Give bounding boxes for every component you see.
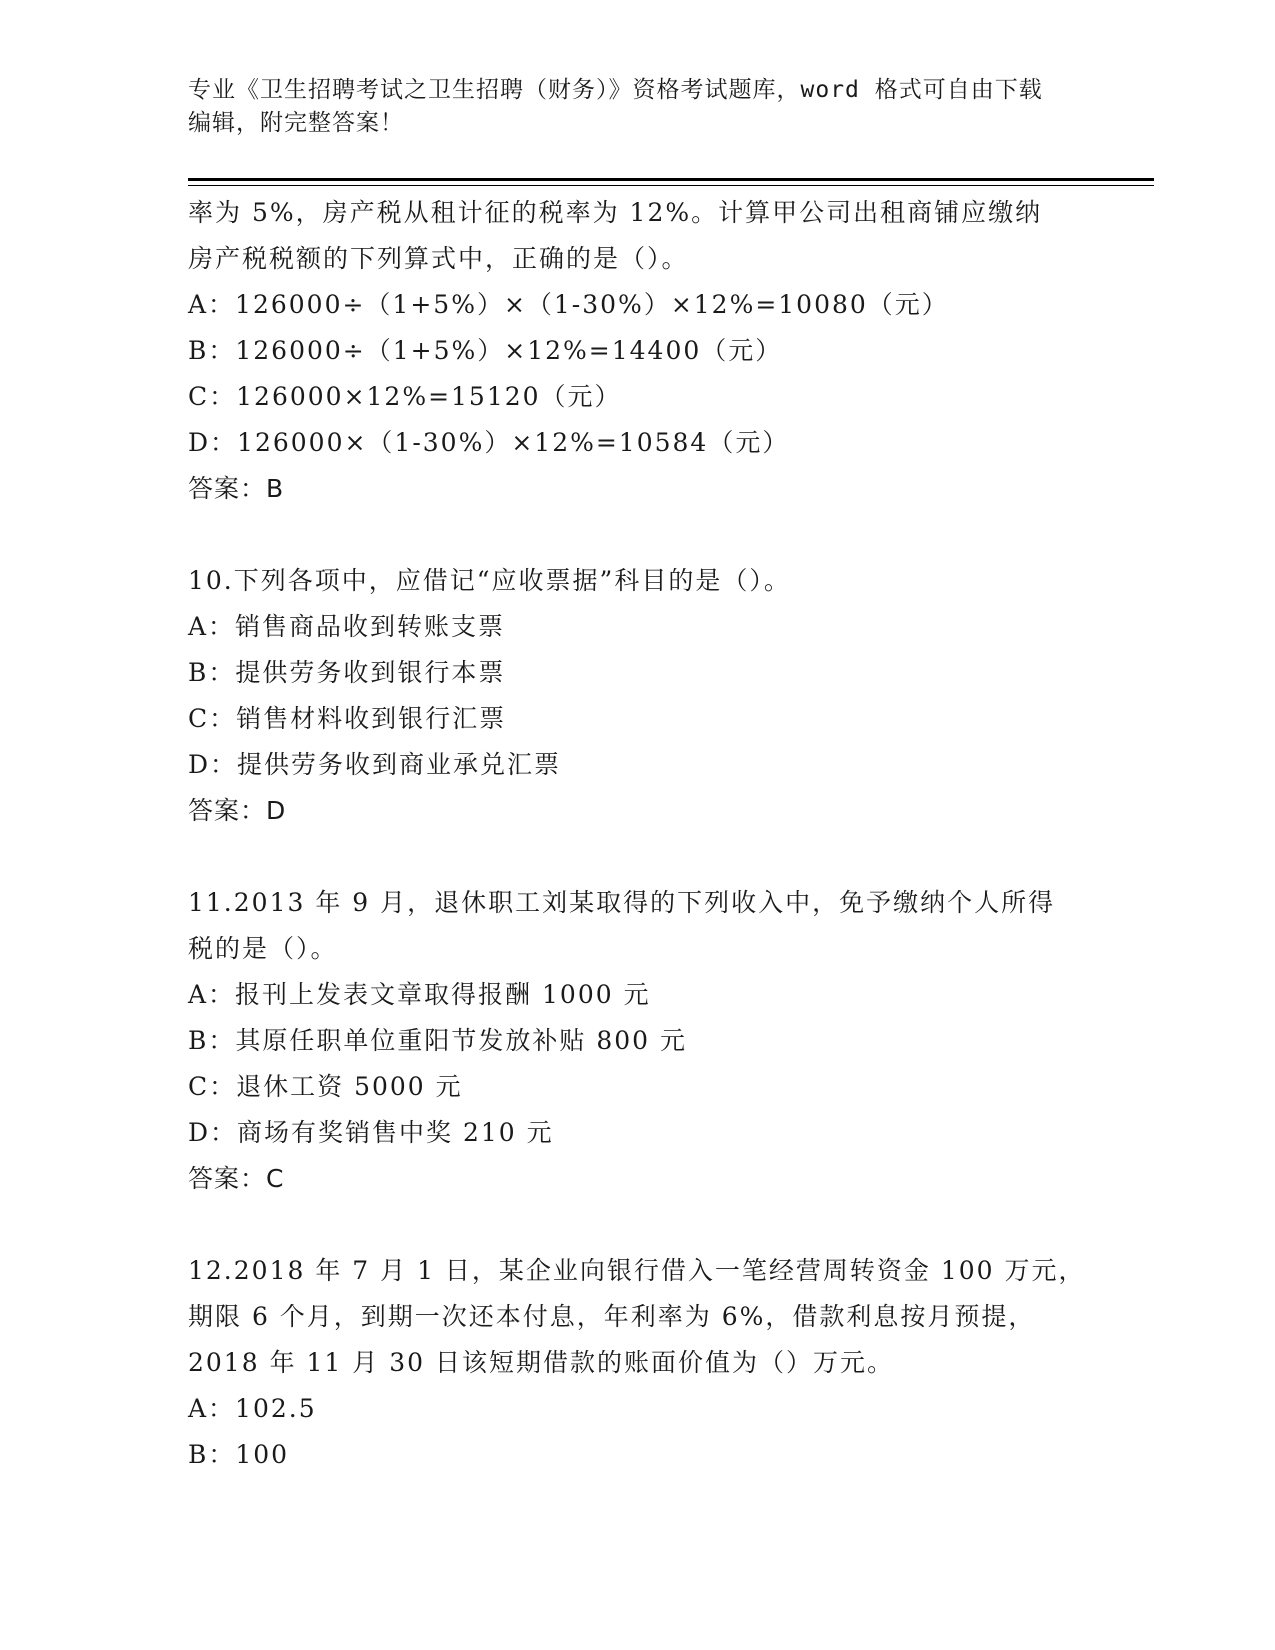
option-d: D：提供劳务收到商业承兑汇票 xyxy=(188,750,562,779)
question-12-text: 12.2018 年 7 月 1 日，某企业向银行借入一笔经营周转资金 100 万元， xyxy=(188,1256,1086,1285)
answer-label: 答案：B xyxy=(188,474,285,503)
question-list xyxy=(188,190,1148,1478)
option-c: C：销售材料收到银行汇票 xyxy=(188,704,507,733)
option-a: A：销售商品收到转账支票 xyxy=(188,612,506,641)
spacer xyxy=(188,834,1148,880)
question-11-text: 税的是（）。 xyxy=(188,934,338,963)
question-text: 房产税税额的下列算式中，正确的是（）。 xyxy=(188,244,689,273)
question-11-text: 11.2013 年 9 月，退休职工刘某取得的下列收入中，免予缴纳个人所得 xyxy=(188,888,1056,917)
option-b: B：126000÷（1+5%）×12%=14400（元） xyxy=(188,336,783,365)
question-12-text: 期限 6 个月，到期一次还本付息，年利率为 6%，借款利息按月预提， xyxy=(188,1302,1036,1331)
question-10-text: 10.下列各项中，应借记“应收票据”科目的是（）。 xyxy=(188,566,791,595)
header-line-2: 编辑，附完整答案！ xyxy=(188,110,404,136)
answer-label: 答案：C xyxy=(188,1164,285,1193)
option-a: A：102.5 xyxy=(188,1394,317,1423)
option-b: B：100 xyxy=(188,1440,290,1469)
option-a: A：126000÷（1+5%）×（1-30%）×12%=10080（元） xyxy=(188,290,949,319)
spacer xyxy=(188,1202,1148,1248)
header-rule-thick xyxy=(188,178,1154,181)
option-d: D：126000×（1-30%）×12%=10584（元） xyxy=(188,428,790,457)
option-d: D：商场有奖销售中奖 210 元 xyxy=(188,1118,554,1147)
question-12-text: 2018 年 11 月 30 日该短期借款的账面价值为（）万元。 xyxy=(188,1348,894,1377)
option-c: C：126000×12%=15120（元） xyxy=(188,382,622,411)
question-text: 率为 5%，房产税从租计征的税率为 12%。计算甲公司出租商铺应缴纳 xyxy=(188,198,1043,227)
header-line-1: 专业《卫生招聘考试之卫生招聘（财务）》资格考试题库，word 格式可自由下载 xyxy=(188,77,1043,103)
header-rule-thin xyxy=(188,185,1154,186)
document-header xyxy=(188,74,1068,140)
option-c: C：退休工资 5000 元 xyxy=(188,1072,463,1101)
option-b: B：其原任职单位重阳节发放补贴 800 元 xyxy=(188,1026,687,1055)
option-a: A：报刊上发表文章取得报酬 1000 元 xyxy=(188,980,651,1009)
spacer xyxy=(188,512,1148,558)
option-b: B：提供劳务收到银行本票 xyxy=(188,658,506,687)
answer-label: 答案：D xyxy=(188,796,287,825)
